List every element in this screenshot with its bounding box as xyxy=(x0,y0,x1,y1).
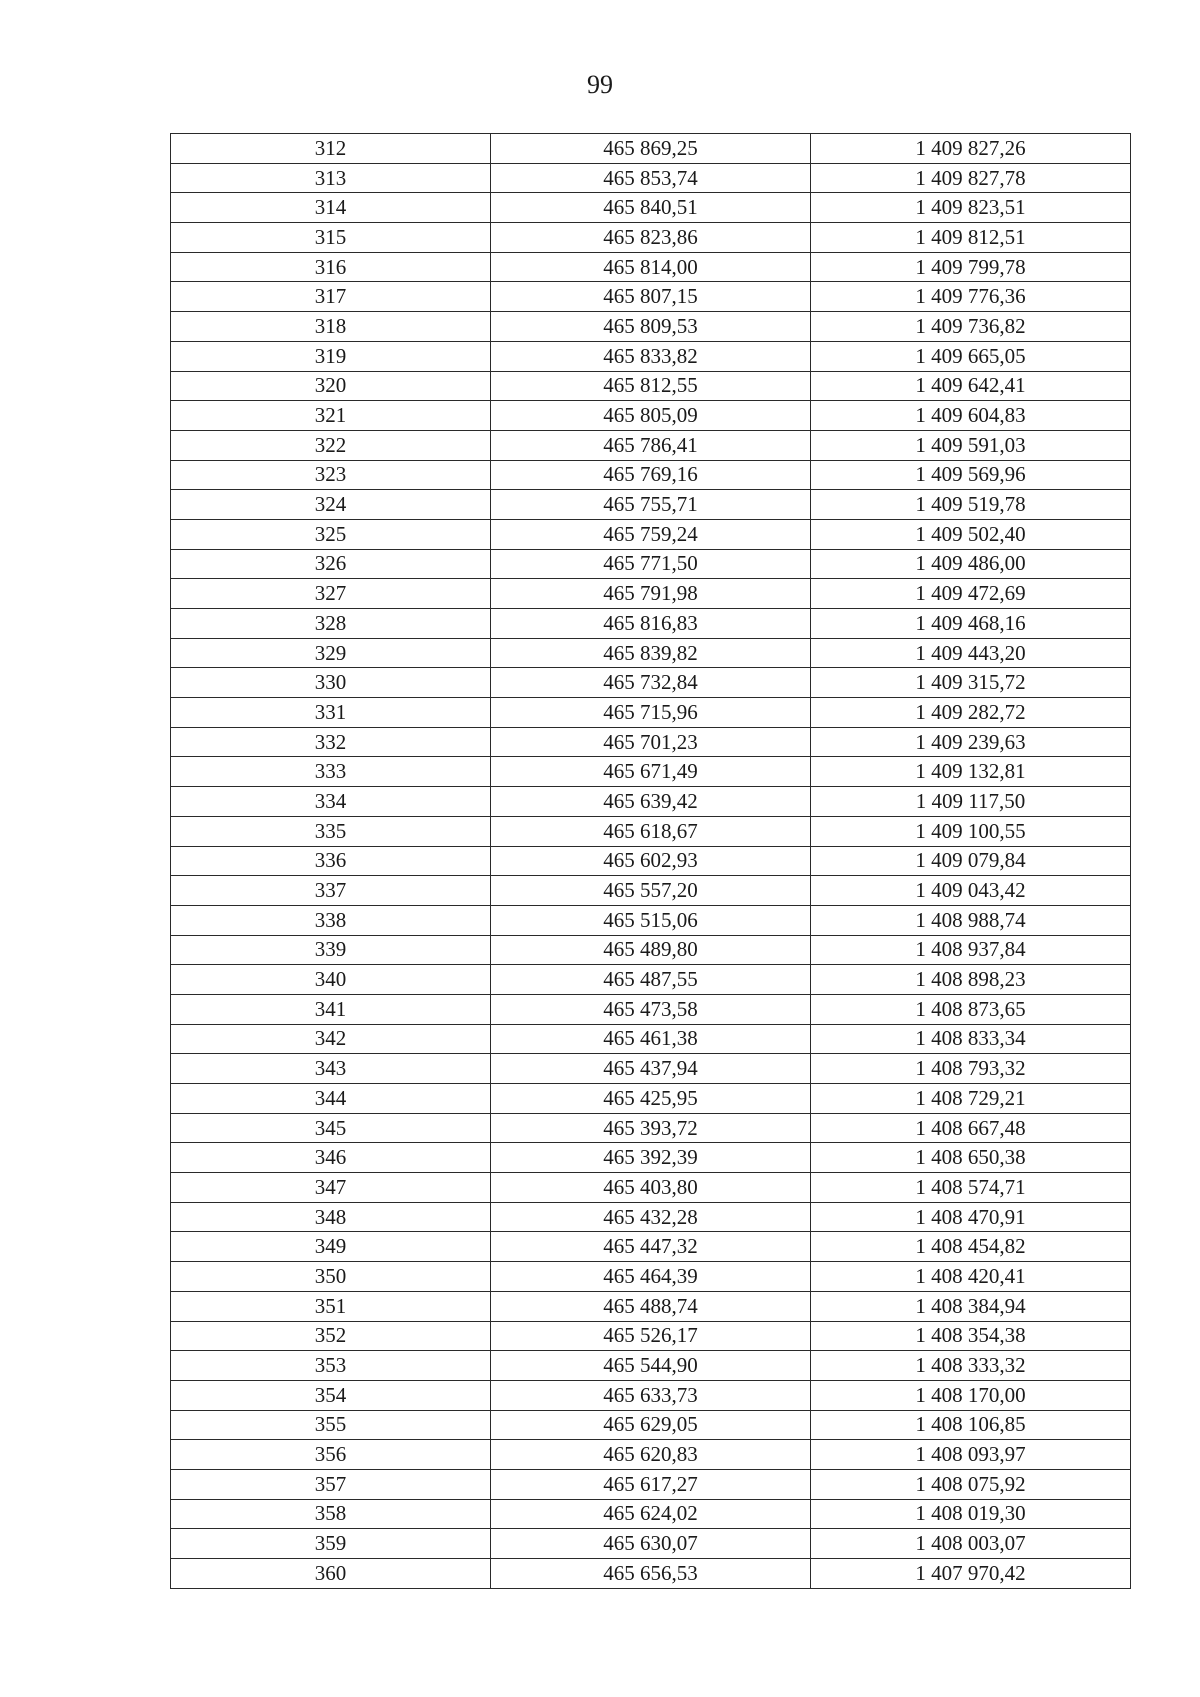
table-row xyxy=(171,1173,1131,1203)
table-row xyxy=(171,846,1131,876)
y-coordinate-cell: 1 409 079,84 xyxy=(811,846,1131,876)
x-coordinate-cell: 465 425,95 xyxy=(491,1084,811,1114)
point-number-cell: 327 xyxy=(171,579,491,609)
point-number-cell: 335 xyxy=(171,816,491,846)
y-coordinate-cell: 1 408 420,41 xyxy=(811,1262,1131,1292)
table-row xyxy=(171,1113,1131,1143)
x-coordinate-cell: 465 839,82 xyxy=(491,638,811,668)
y-coordinate-cell: 1 408 574,71 xyxy=(811,1173,1131,1203)
table-row xyxy=(171,757,1131,787)
table-row xyxy=(171,341,1131,371)
point-number-cell: 352 xyxy=(171,1321,491,1351)
y-coordinate-cell: 1 408 333,32 xyxy=(811,1351,1131,1381)
point-number-cell: 321 xyxy=(171,401,491,431)
x-coordinate-cell: 465 853,74 xyxy=(491,163,811,193)
x-coordinate-cell: 465 805,09 xyxy=(491,401,811,431)
x-coordinate-cell: 465 620,83 xyxy=(491,1440,811,1470)
table-row xyxy=(171,638,1131,668)
point-number-cell: 355 xyxy=(171,1410,491,1440)
x-coordinate-cell: 465 544,90 xyxy=(491,1351,811,1381)
y-coordinate-cell: 1 408 873,65 xyxy=(811,994,1131,1024)
x-coordinate-cell: 465 630,07 xyxy=(491,1529,811,1559)
x-coordinate-cell: 465 392,39 xyxy=(491,1143,811,1173)
y-coordinate-cell: 1 409 282,72 xyxy=(811,698,1131,728)
table-row xyxy=(171,371,1131,401)
x-coordinate-cell: 465 526,17 xyxy=(491,1321,811,1351)
point-number-cell: 323 xyxy=(171,460,491,490)
point-number-cell: 332 xyxy=(171,727,491,757)
y-coordinate-cell: 1 409 132,81 xyxy=(811,757,1131,787)
table-row xyxy=(171,460,1131,490)
point-number-cell: 333 xyxy=(171,757,491,787)
y-coordinate-cell: 1 408 093,97 xyxy=(811,1440,1131,1470)
table-row xyxy=(171,549,1131,579)
table-row xyxy=(171,1024,1131,1054)
coordinates-table-body xyxy=(171,134,1131,1589)
table-row xyxy=(171,905,1131,935)
y-coordinate-cell: 1 409 591,03 xyxy=(811,430,1131,460)
table-row xyxy=(171,1232,1131,1262)
table-row xyxy=(171,312,1131,342)
x-coordinate-cell: 465 656,53 xyxy=(491,1559,811,1589)
point-number-cell: 351 xyxy=(171,1291,491,1321)
point-number-cell: 344 xyxy=(171,1084,491,1114)
x-coordinate-cell: 465 786,41 xyxy=(491,430,811,460)
point-number-cell: 331 xyxy=(171,698,491,728)
y-coordinate-cell: 1 409 443,20 xyxy=(811,638,1131,668)
table-row xyxy=(171,698,1131,728)
y-coordinate-cell: 1 409 642,41 xyxy=(811,371,1131,401)
point-number-cell: 342 xyxy=(171,1024,491,1054)
y-coordinate-cell: 1 408 937,84 xyxy=(811,935,1131,965)
y-coordinate-cell: 1 408 384,94 xyxy=(811,1291,1131,1321)
x-coordinate-cell: 465 732,84 xyxy=(491,668,811,698)
point-number-cell: 354 xyxy=(171,1380,491,1410)
table-row xyxy=(171,1262,1131,1292)
table-row xyxy=(171,1529,1131,1559)
table-row xyxy=(171,1291,1131,1321)
point-number-cell: 358 xyxy=(171,1499,491,1529)
point-number-cell: 317 xyxy=(171,282,491,312)
point-number-cell: 356 xyxy=(171,1440,491,1470)
point-number-cell: 316 xyxy=(171,252,491,282)
point-number-cell: 319 xyxy=(171,341,491,371)
x-coordinate-cell: 465 437,94 xyxy=(491,1054,811,1084)
point-number-cell: 350 xyxy=(171,1262,491,1292)
table-row xyxy=(171,134,1131,164)
x-coordinate-cell: 465 464,39 xyxy=(491,1262,811,1292)
table-row xyxy=(171,994,1131,1024)
point-number-cell: 347 xyxy=(171,1173,491,1203)
x-coordinate-cell: 465 602,93 xyxy=(491,846,811,876)
y-coordinate-cell: 1 408 793,32 xyxy=(811,1054,1131,1084)
y-coordinate-cell: 1 408 170,00 xyxy=(811,1380,1131,1410)
x-coordinate-cell: 465 715,96 xyxy=(491,698,811,728)
table-row xyxy=(171,1202,1131,1232)
x-coordinate-cell: 465 629,05 xyxy=(491,1410,811,1440)
table-row xyxy=(171,816,1131,846)
table-row xyxy=(171,1469,1131,1499)
point-number-cell: 339 xyxy=(171,935,491,965)
y-coordinate-cell: 1 408 106,85 xyxy=(811,1410,1131,1440)
y-coordinate-cell: 1 409 604,83 xyxy=(811,401,1131,431)
point-number-cell: 326 xyxy=(171,549,491,579)
x-coordinate-cell: 465 840,51 xyxy=(491,193,811,223)
x-coordinate-cell: 465 814,00 xyxy=(491,252,811,282)
point-number-cell: 349 xyxy=(171,1232,491,1262)
point-number-cell: 337 xyxy=(171,876,491,906)
y-coordinate-cell: 1 409 100,55 xyxy=(811,816,1131,846)
table-row xyxy=(171,252,1131,282)
y-coordinate-cell: 1 409 799,78 xyxy=(811,252,1131,282)
x-coordinate-cell: 465 617,27 xyxy=(491,1469,811,1499)
y-coordinate-cell: 1 408 833,34 xyxy=(811,1024,1131,1054)
y-coordinate-cell: 1 409 665,05 xyxy=(811,341,1131,371)
point-number-cell: 314 xyxy=(171,193,491,223)
table-row xyxy=(171,163,1131,193)
point-number-cell: 313 xyxy=(171,163,491,193)
x-coordinate-cell: 465 816,83 xyxy=(491,609,811,639)
point-number-cell: 353 xyxy=(171,1351,491,1381)
table-row xyxy=(171,1499,1131,1529)
x-coordinate-cell: 465 755,71 xyxy=(491,490,811,520)
table-row xyxy=(171,1380,1131,1410)
y-coordinate-cell: 1 408 898,23 xyxy=(811,965,1131,995)
x-coordinate-cell: 465 393,72 xyxy=(491,1113,811,1143)
point-number-cell: 359 xyxy=(171,1529,491,1559)
table-row xyxy=(171,1143,1131,1173)
table-row xyxy=(171,609,1131,639)
table-row xyxy=(171,965,1131,995)
y-coordinate-cell: 1 409 823,51 xyxy=(811,193,1131,223)
y-coordinate-cell: 1 409 315,72 xyxy=(811,668,1131,698)
table-row xyxy=(171,668,1131,698)
x-coordinate-cell: 465 869,25 xyxy=(491,134,811,164)
x-coordinate-cell: 465 833,82 xyxy=(491,341,811,371)
point-number-cell: 338 xyxy=(171,905,491,935)
x-coordinate-cell: 465 487,55 xyxy=(491,965,811,995)
y-coordinate-cell: 1 408 650,38 xyxy=(811,1143,1131,1173)
table-row xyxy=(171,193,1131,223)
point-number-cell: 360 xyxy=(171,1559,491,1589)
coordinates-table xyxy=(170,133,1131,1589)
y-coordinate-cell: 1 408 019,30 xyxy=(811,1499,1131,1529)
table-row xyxy=(171,401,1131,431)
point-number-cell: 345 xyxy=(171,1113,491,1143)
y-coordinate-cell: 1 409 736,82 xyxy=(811,312,1131,342)
table-row xyxy=(171,1054,1131,1084)
x-coordinate-cell: 465 671,49 xyxy=(491,757,811,787)
table-row xyxy=(171,787,1131,817)
y-coordinate-cell: 1 409 239,63 xyxy=(811,727,1131,757)
x-coordinate-cell: 465 633,73 xyxy=(491,1380,811,1410)
x-coordinate-cell: 465 812,55 xyxy=(491,371,811,401)
y-coordinate-cell: 1 408 454,82 xyxy=(811,1232,1131,1262)
x-coordinate-cell: 465 759,24 xyxy=(491,519,811,549)
point-number-cell: 325 xyxy=(171,519,491,549)
table-row xyxy=(171,1084,1131,1114)
x-coordinate-cell: 465 701,23 xyxy=(491,727,811,757)
y-coordinate-cell: 1 408 988,74 xyxy=(811,905,1131,935)
point-number-cell: 341 xyxy=(171,994,491,1024)
table-row xyxy=(171,519,1131,549)
x-coordinate-cell: 465 557,20 xyxy=(491,876,811,906)
x-coordinate-cell: 465 432,28 xyxy=(491,1202,811,1232)
point-number-cell: 328 xyxy=(171,609,491,639)
x-coordinate-cell: 465 791,98 xyxy=(491,579,811,609)
point-number-cell: 346 xyxy=(171,1143,491,1173)
table-row xyxy=(171,1440,1131,1470)
y-coordinate-cell: 1 408 003,07 xyxy=(811,1529,1131,1559)
table-row xyxy=(171,223,1131,253)
x-coordinate-cell: 465 771,50 xyxy=(491,549,811,579)
point-number-cell: 322 xyxy=(171,430,491,460)
table-row xyxy=(171,1559,1131,1589)
x-coordinate-cell: 465 624,02 xyxy=(491,1499,811,1529)
point-number-cell: 312 xyxy=(171,134,491,164)
y-coordinate-cell: 1 409 569,96 xyxy=(811,460,1131,490)
x-coordinate-cell: 465 823,86 xyxy=(491,223,811,253)
y-coordinate-cell: 1 409 827,78 xyxy=(811,163,1131,193)
point-number-cell: 343 xyxy=(171,1054,491,1084)
page-number: 99 xyxy=(587,70,613,99)
y-coordinate-cell: 1 409 519,78 xyxy=(811,490,1131,520)
x-coordinate-cell: 465 447,32 xyxy=(491,1232,811,1262)
x-coordinate-cell: 465 473,58 xyxy=(491,994,811,1024)
x-coordinate-cell: 465 488,74 xyxy=(491,1291,811,1321)
table-row xyxy=(171,1321,1131,1351)
x-coordinate-cell: 465 618,67 xyxy=(491,816,811,846)
x-coordinate-cell: 465 807,15 xyxy=(491,282,811,312)
y-coordinate-cell: 1 409 472,69 xyxy=(811,579,1131,609)
point-number-cell: 334 xyxy=(171,787,491,817)
y-coordinate-cell: 1 408 729,21 xyxy=(811,1084,1131,1114)
table-row xyxy=(171,579,1131,609)
y-coordinate-cell: 1 407 970,42 xyxy=(811,1559,1131,1589)
table-row xyxy=(171,1410,1131,1440)
table-row xyxy=(171,727,1131,757)
table-row xyxy=(171,1351,1131,1381)
point-number-cell: 330 xyxy=(171,668,491,698)
table-row xyxy=(171,282,1131,312)
point-number-cell: 320 xyxy=(171,371,491,401)
y-coordinate-cell: 1 409 776,36 xyxy=(811,282,1131,312)
x-coordinate-cell: 465 515,06 xyxy=(491,905,811,935)
table-row xyxy=(171,490,1131,520)
y-coordinate-cell: 1 408 667,48 xyxy=(811,1113,1131,1143)
point-number-cell: 329 xyxy=(171,638,491,668)
y-coordinate-cell: 1 409 827,26 xyxy=(811,134,1131,164)
table-row xyxy=(171,876,1131,906)
point-number-cell: 348 xyxy=(171,1202,491,1232)
point-number-cell: 340 xyxy=(171,965,491,995)
y-coordinate-cell: 1 409 117,50 xyxy=(811,787,1131,817)
point-number-cell: 324 xyxy=(171,490,491,520)
y-coordinate-cell: 1 408 075,92 xyxy=(811,1469,1131,1499)
y-coordinate-cell: 1 409 812,51 xyxy=(811,223,1131,253)
point-number-cell: 357 xyxy=(171,1469,491,1499)
table-row xyxy=(171,430,1131,460)
x-coordinate-cell: 465 489,80 xyxy=(491,935,811,965)
table-row xyxy=(171,935,1131,965)
y-coordinate-cell: 1 408 470,91 xyxy=(811,1202,1131,1232)
x-coordinate-cell: 465 769,16 xyxy=(491,460,811,490)
x-coordinate-cell: 465 403,80 xyxy=(491,1173,811,1203)
point-number-cell: 315 xyxy=(171,223,491,253)
y-coordinate-cell: 1 408 354,38 xyxy=(811,1321,1131,1351)
x-coordinate-cell: 465 809,53 xyxy=(491,312,811,342)
point-number-cell: 336 xyxy=(171,846,491,876)
y-coordinate-cell: 1 409 043,42 xyxy=(811,876,1131,906)
point-number-cell: 318 xyxy=(171,312,491,342)
y-coordinate-cell: 1 409 502,40 xyxy=(811,519,1131,549)
x-coordinate-cell: 465 461,38 xyxy=(491,1024,811,1054)
y-coordinate-cell: 1 409 468,16 xyxy=(811,609,1131,639)
y-coordinate-cell: 1 409 486,00 xyxy=(811,549,1131,579)
x-coordinate-cell: 465 639,42 xyxy=(491,787,811,817)
